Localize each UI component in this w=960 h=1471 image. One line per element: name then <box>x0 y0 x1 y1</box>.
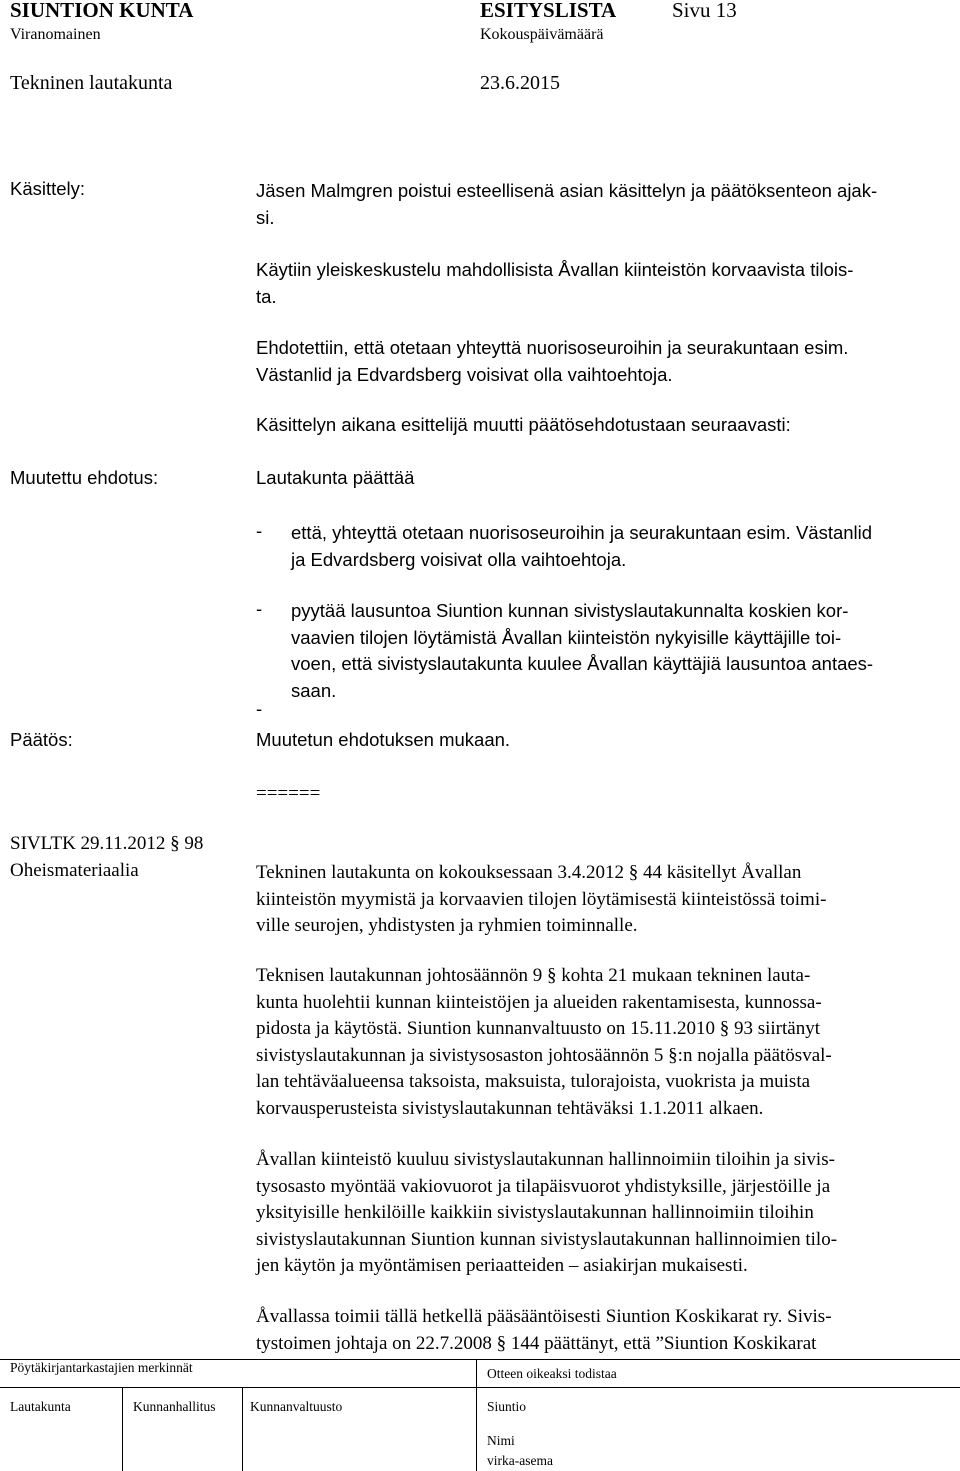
footer-place: Siuntio <box>487 1399 527 1414</box>
text-line: Tekninen lautakunta on kokouksessaan 3.4.2012 § 44 käsitellyt Åvallan <box>256 862 802 883</box>
text-line: että, yhteyttä otetaan nuorisoseuroihin ja seurakuntaan esim. Västanlid <box>291 522 873 543</box>
footer-divider <box>242 1387 243 1471</box>
text-line: Jäsen Malmgren poistui esteellisenä asian käsittelyn ja päätöksenteon ajak- <box>256 180 878 201</box>
list-bullet: - <box>256 520 263 541</box>
sivltk-paragraph-3 <box>256 1147 837 1280</box>
text-line: tysosasto myöntää vakiovuorot ja tilapäisvuorot yhdistyksille, järjestöille ja <box>256 1175 831 1197</box>
text-line: sivistyslautakunnan ja sivistysosaston johtosäännön 5 §:n nojalla päätösval- <box>256 1044 832 1066</box>
footer-row-rule <box>0 1387 960 1388</box>
text-line: ville seurojen, yhdistysten ja ryhmien toiminnalle. <box>256 915 638 936</box>
section-separator: ====== <box>256 783 321 804</box>
muutettu-ehdotus-label: Muutettu ehdotus: <box>10 467 159 488</box>
text-line: si. <box>256 206 275 228</box>
document-type: ESITYSLISTA <box>480 0 617 22</box>
text-line: Käytiin yleiskeskustelu mahdollisista Åvallan kiinteistön korvaavista tilois- <box>256 259 854 280</box>
list-bullet: - <box>256 598 263 619</box>
municipality-name: SIUNTION KUNTA <box>10 0 194 22</box>
text-line: pidosta ja käytöstä. Siuntion kunnanvaltuusto on 15.11.2010 § 93 siirtänyt <box>256 1018 820 1039</box>
text-line: pyytää lausuntoa Siuntion kunnan sivistyslautakunnalta koskien kor- <box>291 600 849 621</box>
text-line: Teknisen lautakunnan johtosäännön 9 § kohta 21 mukaan tekninen lauta- <box>256 965 811 986</box>
text-line: sivistyslautakunnan Siuntion kunnan sivistyslautakunnan hallinnoimien tilo- <box>256 1228 838 1250</box>
footer-divider <box>122 1387 123 1471</box>
text-line: kiinteistön myymistä ja korvaavien tilojen löytämisestä kiinteistössä toimi- <box>256 888 827 910</box>
sivltk-paragraph-1 <box>256 860 826 940</box>
meeting-date-label: Kokouspäivämäärä <box>480 26 604 43</box>
footer-divider <box>476 1359 477 1471</box>
text-line: Åvallan kiinteistö kuuluu sivistyslautakunnan hallinnoimiin tiloihin ja sivis- <box>256 1149 835 1170</box>
muutettu-item-1 <box>291 520 872 573</box>
footer-col-kunnanvaltuusto: Kunnanvaltuusto <box>250 1399 343 1414</box>
muutettu-intro: Lautakunta päättää <box>256 467 415 488</box>
text-line: lan tehtäväalueensa taksoista, maksuista, tulorajoista, vuokrista ja muista <box>256 1071 811 1092</box>
sivltk-reference: SIVLTK 29.11.2012 § 98 <box>10 833 204 854</box>
text-line: Västanlid ja Edvardsberg voisivat olla vaihtoehtoja. <box>256 363 673 385</box>
certified-label: Otteen oikeaksi todistaa <box>487 1366 617 1381</box>
text-line: voen, että sivistyslautakunta kuulee Åvallan käyttäjiä lausuntoa antaes- <box>291 653 874 674</box>
kasittely-paragraph-4: Käsittelyn aikana esittelijä muutti päätösehdotustaan seuraavasti: <box>256 414 791 435</box>
kasittely-paragraph-1 <box>256 178 877 231</box>
text-line: Åvallassa toimii tällä hetkellä pääsääntöisesti Siuntion Koskikarat ry. Sivis- <box>256 1306 832 1327</box>
text-line: tystoimen johtaja on 22.7.2008 § 144 päättänyt, että ”Siuntion Koskikarat <box>256 1332 817 1354</box>
paatos-text: Muutetun ehdotuksen mukaan. <box>256 729 511 750</box>
footer-title-label: virka-asema <box>487 1453 553 1468</box>
oheismateriaalia-label: Oheismateriaalia <box>10 860 139 881</box>
kasittely-paragraph-3 <box>256 335 848 388</box>
meeting-date: 23.6.2015 <box>480 72 560 94</box>
text-line: saan. <box>291 679 337 701</box>
sivltk-paragraph-4 <box>256 1304 832 1357</box>
text-line: ta. <box>256 285 277 307</box>
kasittely-paragraph-2 <box>256 257 853 310</box>
footer-name-label: Nimi <box>487 1433 515 1448</box>
text-line: korvausperusteista sivistyslautakunnan tehtäväksi 1.1.2011 alkaen. <box>256 1097 764 1119</box>
paatos-label: Päätös: <box>10 729 73 750</box>
text-line: jen käytön ja myöntämisen periaatteiden – asiakirjan mukaisesti. <box>256 1255 748 1276</box>
text-line: yksityisille henkilöille kaikkiin sivistyslautakunnan hallinnoimiin tiloihin <box>256 1202 814 1223</box>
authority-name: Tekninen lautakunta <box>10 72 173 94</box>
text-line: Ehdotettiin, että otetaan yhteyttä nuorisoseuroihin ja seurakuntaan esim. <box>256 337 849 358</box>
empty-list-bullet: - <box>256 698 263 719</box>
page-number: Sivu 13 <box>672 0 737 22</box>
footer-col-kunnanhallitus: Kunnanhallitus <box>133 1399 216 1414</box>
checkers-label: Pöytäkirjantarkastajien merkinnät <box>10 1360 193 1375</box>
text-line: vaavien tilojen löytämistä Åvallan kiinteistön nykyisille käyttäjille toi- <box>291 626 842 648</box>
text-line: ja Edvardsberg voisivat olla vaihtoehtoja. <box>291 548 627 570</box>
kasittely-label: Käsittely: <box>10 178 86 199</box>
muutettu-item-2 <box>291 598 873 704</box>
text-line: kunta huolehtii kunnan kiinteistöjen ja alueiden rakentamisesta, kunnossa- <box>256 991 822 1013</box>
footer-col-lautakunta: Lautakunta <box>10 1399 71 1414</box>
sivltk-paragraph-2 <box>256 963 832 1122</box>
authority-label: Viranomainen <box>10 26 101 43</box>
